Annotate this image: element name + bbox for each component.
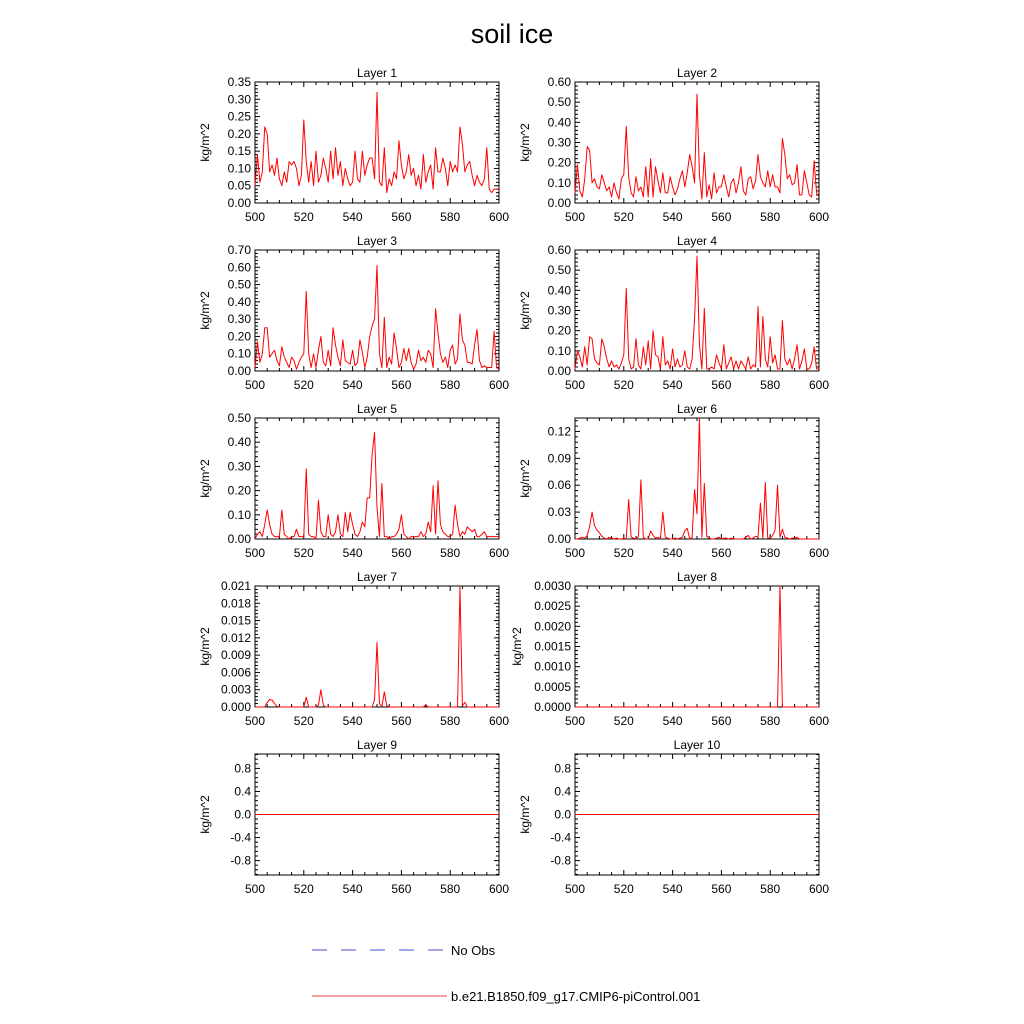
- y-tick-label: 0.30: [547, 303, 571, 318]
- x-tick-label: 580: [440, 378, 461, 392]
- x-tick-label: 520: [613, 546, 634, 560]
- x-tick-label: 560: [391, 546, 412, 560]
- x-tick-label: 600: [488, 546, 510, 560]
- y-tick-label: 0.40: [547, 283, 571, 298]
- panel-title: Layer 10: [673, 738, 721, 752]
- y-tick-label: 0.09: [547, 451, 571, 466]
- panel-9: [198, 738, 509, 896]
- panel-title: Layer 5: [356, 402, 398, 416]
- x-tick-label: 540: [662, 210, 683, 224]
- x-tick-label: 560: [711, 714, 732, 728]
- x-tick-label: 580: [440, 546, 461, 560]
- y-tick-label: 0.00: [547, 196, 571, 210]
- x-tick-label: 520: [293, 210, 314, 224]
- y-tick-label: 0.0005: [534, 679, 571, 694]
- y-tick-label: 0.009: [220, 648, 251, 663]
- x-tick-label: 560: [711, 210, 732, 224]
- x-tick-label: 520: [613, 210, 634, 224]
- y-tick-label: 0.0025: [534, 599, 571, 614]
- panel-10: [518, 738, 829, 896]
- x-tick-label: 560: [711, 546, 732, 560]
- y-tick-label: 0.0030: [534, 579, 571, 593]
- x-tick-label: 540: [342, 546, 363, 560]
- y-tick-label: 0.20: [227, 329, 251, 344]
- panel-3: [198, 234, 509, 392]
- y-tick-label: -0.8: [550, 853, 571, 868]
- x-tick-label: 500: [564, 378, 586, 392]
- y-tick-label: 0.00: [547, 532, 571, 546]
- x-tick-label: 600: [808, 210, 830, 224]
- y-axis-label: kg/m^2: [518, 459, 532, 498]
- y-tick-label: 0.35: [227, 75, 251, 89]
- y-axis-label: kg/m^2: [198, 291, 212, 330]
- y-tick-label: 0.8: [554, 761, 571, 776]
- y-tick-label: 0.015: [220, 613, 251, 628]
- legend-label-1: No Obs: [451, 943, 496, 958]
- x-tick-label: 500: [564, 882, 586, 896]
- x-tick-label: 540: [662, 378, 683, 392]
- y-tick-label: 0.00: [227, 532, 251, 546]
- y-tick-label: 0.50: [547, 263, 571, 278]
- x-tick-label: 580: [760, 546, 781, 560]
- y-axis-label: kg/m^2: [510, 627, 524, 666]
- panel-title: Layer 8: [676, 570, 718, 584]
- x-tick-label: 500: [564, 210, 586, 224]
- y-axis-label: kg/m^2: [198, 123, 212, 162]
- panel-7: [198, 570, 509, 728]
- panel-title: Layer 2: [676, 66, 718, 80]
- x-tick-label: 520: [613, 378, 634, 392]
- y-axis-label: kg/m^2: [198, 459, 212, 498]
- panel-title: Layer 1: [356, 66, 398, 80]
- series-line: [255, 587, 499, 707]
- y-tick-label: 0.4: [234, 784, 251, 799]
- y-tick-label: -0.4: [230, 830, 251, 845]
- legend: [312, 943, 700, 1004]
- x-tick-label: 580: [760, 882, 781, 896]
- x-tick-label: 600: [488, 882, 510, 896]
- x-tick-label: 560: [711, 378, 732, 392]
- y-tick-label: 0.05: [227, 178, 251, 193]
- y-tick-label: 0.0: [234, 807, 251, 822]
- y-tick-label: 0.30: [227, 459, 251, 474]
- y-axis-label: kg/m^2: [518, 795, 532, 834]
- y-tick-label: 0.25: [227, 109, 251, 124]
- y-tick-label: 0.20: [227, 483, 251, 498]
- y-tick-label: 0.4: [554, 784, 571, 799]
- x-tick-label: 600: [808, 378, 830, 392]
- x-tick-label: 500: [244, 210, 266, 224]
- panel-title: Layer 4: [676, 234, 718, 248]
- x-tick-label: 540: [342, 378, 363, 392]
- x-tick-label: 540: [662, 546, 683, 560]
- series-line: [575, 94, 819, 199]
- y-tick-label: 0.0020: [534, 619, 571, 634]
- y-tick-label: 0.021: [220, 579, 251, 593]
- x-tick-label: 520: [613, 714, 634, 728]
- y-tick-label: 0.70: [227, 243, 251, 257]
- y-tick-label: 0.30: [227, 92, 251, 107]
- x-tick-label: 540: [342, 882, 363, 896]
- y-tick-label: 0.10: [547, 175, 571, 190]
- x-tick-label: 580: [440, 882, 461, 896]
- y-tick-label: 0.40: [547, 115, 571, 130]
- y-tick-label: 0.10: [227, 507, 251, 522]
- panel-6: [518, 402, 829, 560]
- x-tick-label: 500: [244, 546, 266, 560]
- x-tick-label: 560: [391, 378, 412, 392]
- series-line: [575, 586, 819, 707]
- x-tick-label: 500: [564, 714, 586, 728]
- figure-title: soil ice: [470, 19, 554, 49]
- x-tick-label: 580: [760, 714, 781, 728]
- y-tick-label: 0.00: [227, 364, 251, 378]
- y-tick-label: 0.20: [547, 155, 571, 170]
- y-tick-label: -0.8: [230, 853, 251, 868]
- series-line: [255, 266, 499, 370]
- y-tick-label: 0.60: [547, 243, 571, 257]
- y-axis-label: kg/m^2: [198, 627, 212, 666]
- x-tick-label: 500: [244, 882, 266, 896]
- x-tick-label: 600: [488, 378, 510, 392]
- y-tick-label: 0.30: [227, 312, 251, 327]
- y-tick-label: 0.0: [554, 807, 571, 822]
- x-tick-label: 540: [342, 714, 363, 728]
- x-tick-label: 520: [293, 882, 314, 896]
- x-tick-label: 560: [391, 714, 412, 728]
- x-tick-label: 560: [391, 882, 412, 896]
- panels-group: [198, 66, 829, 896]
- y-tick-label: 0.40: [227, 435, 251, 450]
- x-tick-label: 540: [662, 714, 683, 728]
- y-tick-label: 0.20: [227, 126, 251, 141]
- series-line: [255, 92, 499, 192]
- x-tick-label: 500: [244, 378, 266, 392]
- x-tick-label: 520: [613, 882, 634, 896]
- series-line: [255, 433, 499, 539]
- y-tick-label: 0.00: [227, 196, 251, 210]
- panel-4: [518, 234, 829, 392]
- x-tick-label: 560: [391, 210, 412, 224]
- x-tick-label: 560: [711, 882, 732, 896]
- x-tick-label: 520: [293, 714, 314, 728]
- y-tick-label: -0.4: [550, 830, 571, 845]
- series-line: [575, 256, 819, 369]
- x-tick-label: 500: [564, 546, 586, 560]
- y-axis-label: kg/m^2: [198, 795, 212, 834]
- y-tick-label: 0.06: [547, 478, 571, 493]
- x-tick-label: 500: [244, 714, 266, 728]
- y-tick-label: 0.60: [227, 260, 251, 275]
- x-tick-label: 520: [293, 546, 314, 560]
- y-tick-label: 0.003: [220, 682, 251, 697]
- y-tick-label: 0.50: [227, 277, 251, 292]
- y-tick-label: 0.12: [547, 424, 571, 439]
- y-tick-label: 0.10: [227, 161, 251, 176]
- legend-label-2: b.e21.B1850.f09_g17.CMIP6-piControl.001: [451, 989, 701, 1004]
- panel-title: Layer 3: [356, 234, 398, 248]
- panel-title: Layer 7: [356, 570, 398, 584]
- panel-8: [510, 570, 829, 728]
- y-tick-label: 0.60: [547, 75, 571, 89]
- y-tick-label: 0.0015: [534, 639, 571, 654]
- x-tick-label: 580: [760, 378, 781, 392]
- y-tick-label: 0.50: [227, 411, 251, 425]
- y-tick-label: 0.006: [220, 665, 251, 680]
- y-tick-label: 0.0000: [534, 700, 571, 714]
- x-tick-label: 600: [808, 714, 830, 728]
- y-tick-label: 0.10: [547, 343, 571, 358]
- y-axis-label: kg/m^2: [518, 123, 532, 162]
- y-tick-label: 0.50: [547, 95, 571, 110]
- x-tick-label: 580: [440, 714, 461, 728]
- x-tick-label: 600: [488, 210, 510, 224]
- y-tick-label: 0.15: [227, 144, 251, 159]
- y-tick-label: 0.018: [220, 596, 251, 611]
- plot-frame: [575, 418, 819, 539]
- plot-frame: [255, 418, 499, 539]
- x-tick-label: 580: [760, 210, 781, 224]
- panel-2: [518, 66, 829, 224]
- x-tick-label: 600: [808, 546, 830, 560]
- panel-title: Layer 9: [356, 738, 398, 752]
- x-tick-label: 600: [808, 882, 830, 896]
- x-tick-label: 580: [440, 210, 461, 224]
- x-tick-label: 600: [488, 714, 510, 728]
- y-axis-label: kg/m^2: [518, 291, 532, 330]
- y-tick-label: 0.03: [547, 505, 571, 520]
- panel-1: [198, 66, 509, 224]
- y-tick-label: 0.40: [227, 294, 251, 309]
- y-tick-label: 0.0010: [534, 659, 571, 674]
- x-tick-label: 540: [662, 882, 683, 896]
- y-tick-label: 0.30: [547, 135, 571, 150]
- panel-5: [198, 402, 509, 560]
- panel-title: Layer 6: [676, 402, 718, 416]
- y-tick-label: 0.8: [234, 761, 251, 776]
- y-tick-label: 0.000: [220, 700, 251, 714]
- series-line: [575, 418, 819, 539]
- x-tick-label: 520: [293, 378, 314, 392]
- y-tick-label: 0.10: [227, 346, 251, 361]
- y-tick-label: 0.012: [220, 630, 251, 645]
- y-tick-label: 0.20: [547, 323, 571, 338]
- y-tick-label: 0.00: [547, 364, 571, 378]
- x-tick-label: 540: [342, 210, 363, 224]
